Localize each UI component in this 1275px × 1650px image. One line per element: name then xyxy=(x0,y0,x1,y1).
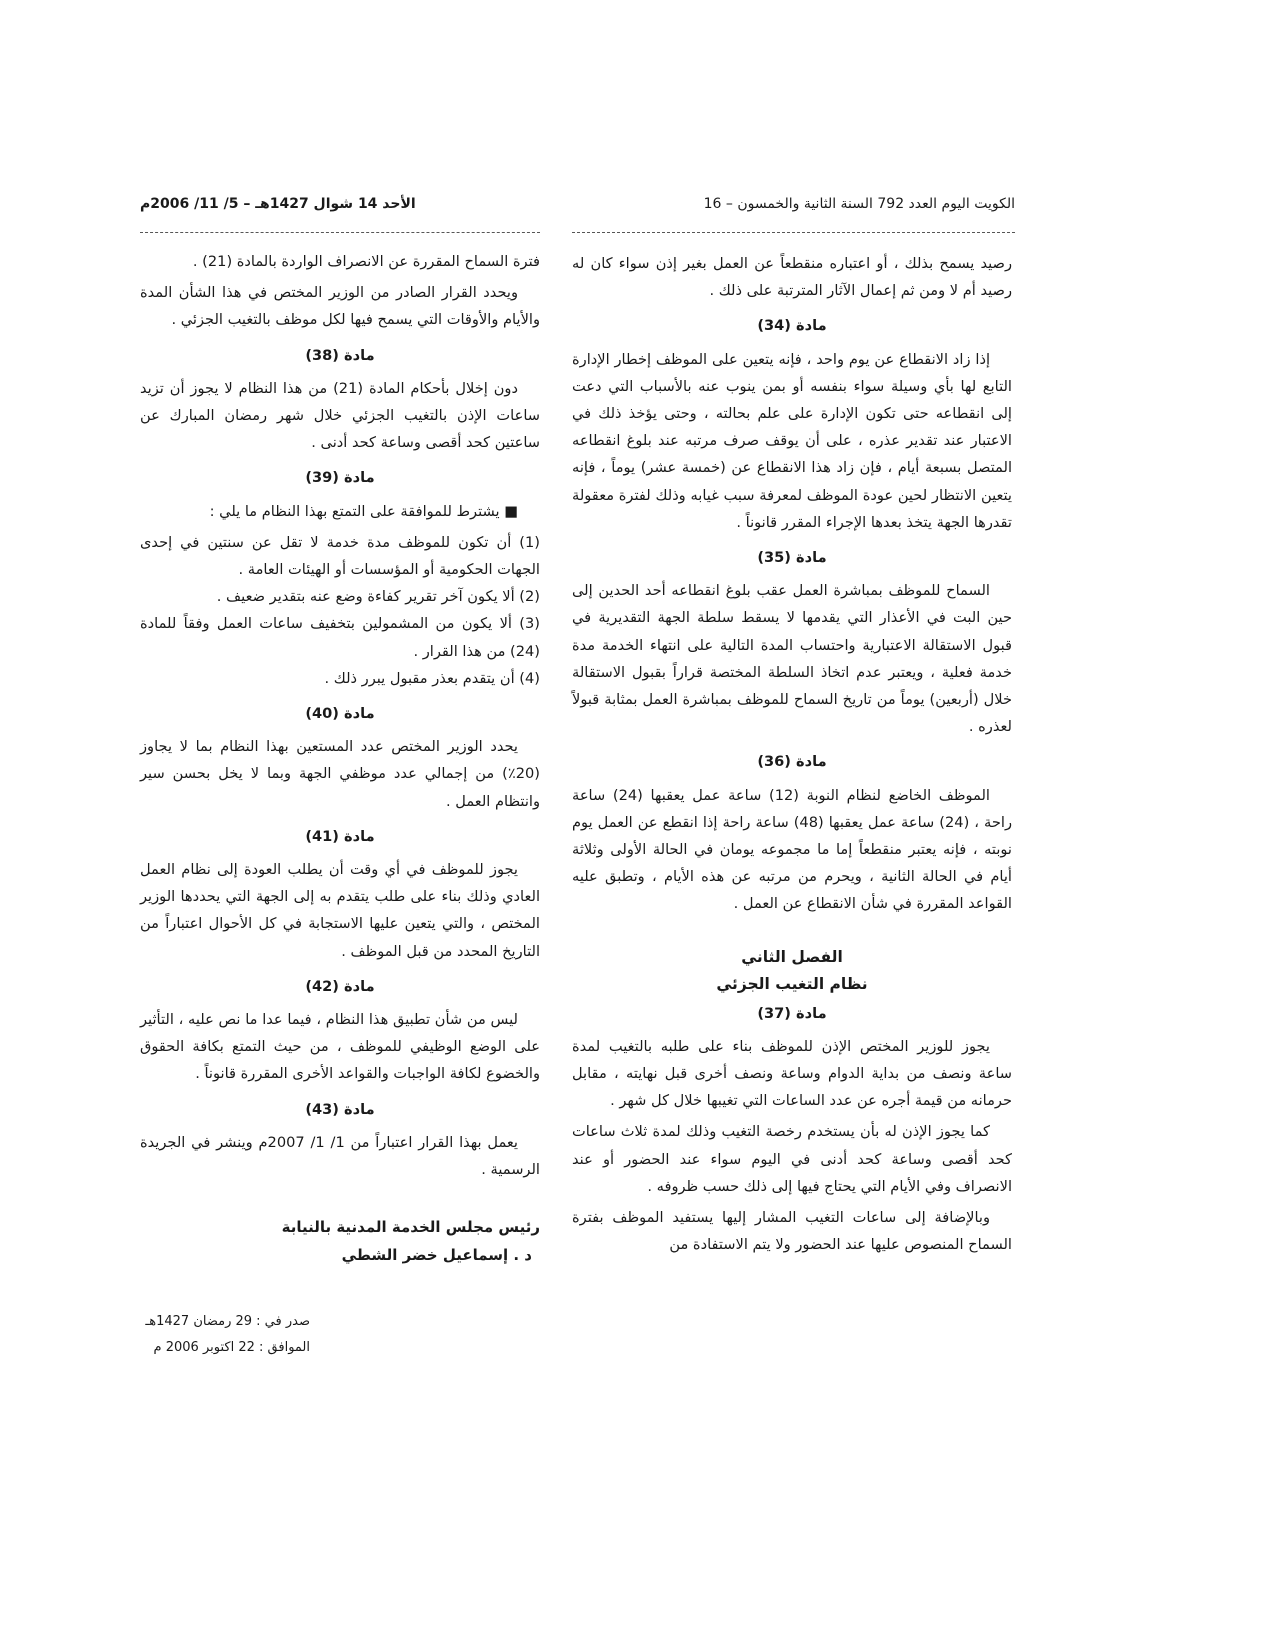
right-column xyxy=(572,250,1012,1263)
article-36-text: الموظف الخاضع لنظام النوبة (12) ساعة عمل يعقبها (24) ساعة راحة ، (24) ساعة عمل يعقبها (48) ساعة راحة إذا انقطع عن العمل يوم نوبته ، فإنه يعتبر منقطعاً إما ما مجموعه يومان في الحالة الأولى وثلاثة أيام في الحالة الثانية ، ويحرم من مرتبه عن هذه الأيام ، وتطبق عليه القواعد المقررة في شأن الانقطاع عن العمل . xyxy=(572,786,1012,913)
article-41-title: مادة (41) xyxy=(305,827,375,845)
header-rule-right xyxy=(572,232,1015,233)
condition-item: (2) ألا يكون آخر تقرير كفاءة وضع عنه بتقدير ضعيف . xyxy=(216,588,540,606)
article-34-title: مادة (34) xyxy=(757,317,827,335)
article-34-text: إذا زاد الانقطاع عن يوم واحد ، فإنه يتعين على الموظف إخطار الإدارة التابع لها بأي وسيلة سواء بنفسه أو بمن ينوب عنه بالأسباب التي دعت إلى انقطاعه حتى تكون الإدارة على علم بحالته ، وحتى يؤخذ ذلك في الاعتبار عند تقدير عذره ، على أن يوقف صرف مرتبه عند بلوغ انقطاعه المتصل بسبعة أيام ، فإن زاد هذا الانقطاع عن (خمسة عشر) يوماً ، فإنه يتعين الانتظار لحين عودة الموظف لمعرفة سبب غيابه وذلك لفترة معقولة تقدرها الجهة يتخذ بعدها الإجراء المقرر قانوناً . xyxy=(572,350,1012,531)
condition-item: (3) ألا يكون من المشمولين بتخفيف ساعات العمل وفقاً للمادة (24) من هذا القرار . xyxy=(140,615,540,660)
article-42-text: ليس من شأن تطبيق هذا النظام ، فيما عدا ما نص عليه ، التأثير على الوضع الوظيفي للموظف ، من حيث التمتع بكافة الحقوق والخضوع لكافة الواجبات والقواعد الأخرى المقررة قانوناً . xyxy=(140,1011,540,1083)
article-37-paragraph-2: كما يجوز الإذن له بأن يستخدم رخصة التغيب وذلك لمدة ثلاث ساعات كحد أقصى وساعة كحد أدنى في اليوم سواء عند الحضور أو عند الانصراف وفي الأيام التي يحتاج فيها إلى ذلك حسب ظروفه . xyxy=(572,1123,1012,1195)
condition-item: (1) أن تكون للموظف مدة خدمة لا تقل عن سنتين في إحدى الجهات الحكومية أو المؤسسات أو الهيئات العامة . xyxy=(140,533,540,579)
header-publication-info: الكويت اليوم العدد 792 السنة الثانية والخمسون – 16 xyxy=(703,196,1015,212)
article-39-title: مادة (39) xyxy=(305,469,375,487)
paragraph: رصيد يسمح بذلك ، أو اعتباره منقطعاً عن العمل بغير إذن سواء كان له رصيد أم لا ومن ثم إعمال الآثار المترتبة على ذلك . xyxy=(572,255,1012,300)
page-header xyxy=(140,196,1015,224)
article-39-intro: ■ يشترط للموافقة على التمتع بهذا النظام ما يلي : xyxy=(209,502,518,520)
article-43-title: مادة (43) xyxy=(305,1100,375,1118)
header-date: الأحد 14 شوال 1427هـ – 5/ 11/ 2006م xyxy=(140,196,416,212)
article-39-conditions xyxy=(140,529,540,692)
signatory-name: د . إسماعيل خضر الشطي xyxy=(341,1246,532,1265)
left-column xyxy=(140,248,540,1361)
article-42-title: مادة (42) xyxy=(305,977,375,995)
article-37-paragraph-1: يجوز للوزير المختص الإذن للموظف بناء على طلبه بالتغيب لمدة ساعة ونصف من بداية الدوام وساعة ونصف أخرى قبل نهايته ، مقابل حرمانه من قيمة أجره عن عدد الساعات التي تغيبها خلال كل شهر . xyxy=(572,1037,1012,1110)
condition-item: (4) أن يتقدم بعذر مقبول يبرر ذلك . xyxy=(324,669,540,687)
signatory-title: رئيس مجلس الخدمة المدنية بالنيابة xyxy=(281,1218,540,1237)
chapter-title: الفصل الثاني xyxy=(741,947,843,966)
article-37-title: مادة (37) xyxy=(757,1004,827,1022)
article-35-text: السماح للموظف بمباشرة العمل عقب بلوغ انقطاعه أحد الحدين إلى حين البت في الأعذار التي يقدمها لا يسقط سلطة الجهة التقديرية في قبول الاستقالة الاعتبارية واحتساب المدة التالية على انتهاء الخدمة مدة خدمة فعلية ، ويعتبر عدم اتخاذ السلطة المختصة قراراً بقبول الاستقالة خلال (أربعين) يوماً من تاريخ السماح للموظف بمباشرة العمل بمثابة قبولاً لعذره . xyxy=(572,582,1012,736)
article-40-text: يحدد الوزير المختص عدد المستعين بهذا النظام بما لا يجاوز (20٪) من إجمالي عدد موظفي الجهة وبما لا يخل بحسن سير وانتظام العمل . xyxy=(140,738,540,810)
article-40-title: مادة (40) xyxy=(305,705,375,723)
article-41-text: يجوز للموظف في أي وقت أن يطلب العودة إلى نظام العمل العادي وذلك بناء على طلب يتقدم به إلى الجهة التي يحددها الوزير المختص ، والتي يتعين عليها الاستجابة في كل الأحوال اعتباراً من التاريخ المحدد من قبل الموظف . xyxy=(140,861,540,960)
issued-date-hijri: صدر في : 29 رمضان 1427هـ xyxy=(145,1314,310,1330)
article-35-title: مادة (35) xyxy=(757,549,827,567)
article-36-title: مادة (36) xyxy=(757,753,827,771)
paragraph: فترة السماح المقررة عن الانصراف الواردة بالمادة (21) . xyxy=(192,253,540,270)
article-38-text: دون إخلال بأحكام المادة (21) من هذا النظام لا يجوز أن تزيد ساعات الإذن بالتغيب الجزئي خلال شهر رمضان المبارك عن ساعتين كحد أقصى وساعة كحد أدنى . xyxy=(140,379,540,452)
article-37-paragraph-3: وبالإضافة إلى ساعات التغيب المشار إليها يستفيد الموظف بفترة السماح المنصوص عليها عند الحضور ولا يتم الاستفادة من xyxy=(572,1209,1012,1254)
issued-date-gregorian: الموافق : 22 اكتوبر 2006 م xyxy=(153,1340,310,1356)
chapter-subtitle: نظام التغيب الجزئي xyxy=(716,974,868,993)
article-38-title: مادة (38) xyxy=(305,346,375,364)
article-43-text: يعمل بهذا القرار اعتباراً من 1/ 1/ 2007م وينشر في الجريدة الرسمية . xyxy=(140,1133,540,1179)
header-rule-left xyxy=(140,232,540,233)
paragraph: ويحدد القرار الصادر من الوزير المختص في هذا الشأن المدة والأيام والأوقات التي يسمح فيها لكل موظف بالتغيب الجزئي . xyxy=(140,284,540,329)
